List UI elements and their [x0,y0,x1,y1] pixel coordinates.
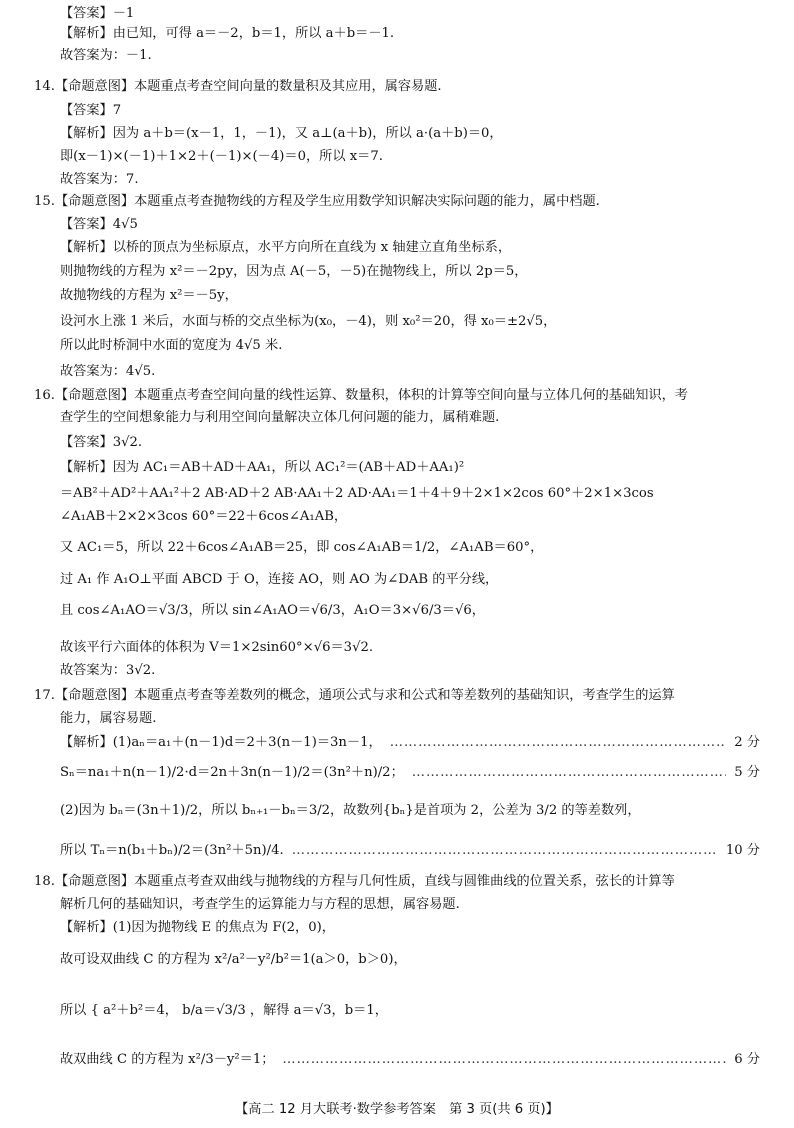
q15-solution-cont: 故抛物线的方程为 x²＝－5y， [60,288,238,303]
final-answer-line: 故答案为：－1. [60,48,152,63]
answer-line: 【答案】－1 [60,6,135,21]
q14-answer: 【答案】7 [60,103,122,118]
q17-part1-line [60,733,760,753]
q17-tn-line [60,841,760,861]
q18-intent-cont: 解析几何的基础知识，考查学生的运算能力与方程的思想，属容易题. [60,897,460,912]
q15-solution: 【解析】以桥的顶点为坐标原点，水平方向所在直线为 x 轴建立直角坐标系， [60,240,512,255]
q15-intent: 15.【命题意图】本题重点考查抛物线的方程及学生应用数学知识解决实际问题的能力，属中档题. [34,194,600,209]
score-points: 10 分 [725,843,760,858]
solution-line: 【解析】由已知，可得 a＝－2，b＝1，所以 a＋b＝－1. [60,26,395,41]
q16-solution-cont: 过 A₁ 作 A₁O⊥平面 ABCD 于 O，连接 AO，则 AO 为∠DAB 的平分线， [60,572,499,587]
q16-intent-cont: 查学生的空间想象能力与利用空间向量解决立体几何问题的能力，属稍难题. [60,410,500,425]
q18-hyperbola-text: 故双曲线 C 的方程为 x²/3－y²＝1； [60,1052,275,1067]
q14-solution-cont: 即(x－1)×(－1)＋1×2＋(－1)×(－4)＝0，所以 x＝7. [60,149,383,164]
q15-answer: 【答案】4√5 [60,217,138,232]
q15-final-answer: 故答案为：4√5. [60,364,156,379]
q16-solution-cont: 又 AC₁＝5，所以 22＋6cos∠A₁AB＝25，即 cos∠A₁AB＝1/2，∠A₁AB＝60°， [60,540,544,555]
q17-intent: 17.【命题意图】本题重点考查等差数列的概念，通项公式与求和公式和等差数列的基础知识，考查学生的运算 [34,688,675,703]
score-leader-dots [282,1050,726,1070]
q16-volume: 故该平行六面体的体积为 V＝1×2sin60°×√6＝3√2. [60,640,374,655]
q18-intent: 18.【命题意图】本题重点考查双曲线与抛物线的方程与几何性质，直线与圆锥曲线的位置关系，弦长的计算等 [34,874,675,889]
score-points: 2 分 [734,735,760,750]
q17-intent-cont: 能力，属容易题. [60,711,157,726]
q18-solution-cont: 故可设双曲线 C 的方程为 x²/a²－y²/b²＝1(a＞0，b＞0)， [60,952,407,967]
score-leader-dots [390,733,727,753]
q17-sum-text: Sₙ＝na₁＋n(n－1)/2·d＝2n＋3n(n－1)/2＝(3n²＋n)/2； [60,765,404,780]
score-leader-dots [292,841,718,861]
score-points: 5 分 [734,765,760,780]
q16-solution-cont: ＝AB²＋AD²＋AA₁²＋2 AB·AD＋2 AB·AA₁＋2 AD·AA₁＝1＋4＋9＋2×1×2cos 60°＋2×1×3cos [60,486,654,501]
q15-solution-cont: 则抛物线的方程为 x²＝－2py，因为点 A(－5，－5)在抛物线上，所以 2p＝5， [60,264,528,279]
q14-final-answer: 故答案为：7. [60,172,139,187]
q17-sum-line [60,763,760,783]
q17-part1-text: 【解析】(1)aₙ＝a₁＋(n－1)d＝2＋3(n－1)＝3n－1， [60,735,382,750]
q18-system: 所以 { a²＋b²＝4， b/a＝√3/3 ，解得 a＝√3，b＝1， [60,1003,388,1018]
q16-answer: 【答案】3√2. [60,435,143,450]
q14-solution: 【解析】因为 a＋b＝(x－1，1，－1)，又 a⊥(a＋b)，所以 a·(a＋b)＝0， [60,126,503,141]
q18-solution: 【解析】(1)因为抛物线 E 的焦点为 F(2，0)， [60,920,335,935]
q16-intent: 16.【命题意图】本题重点考查空间向量的线性运算、数量积，体积的计算等空间向量与立体几何的基础知识，考 [34,388,688,403]
q17-part2-line: (2)因为 bₙ＝(3n＋1)/2，所以 bₙ₊₁－bₙ＝3/2，故数列{bₙ}是首项为 2，公差为 3/2 的等差数列， [60,803,641,818]
q18-hyperbola-line [60,1050,760,1070]
q16-solution-cont: ∠A₁AB＋2×2×3cos 60°＝22＋6cos∠A₁AB， [60,509,348,524]
q16-solution: 【解析】因为 AC₁＝AB＋AD＋AA₁，所以 AC₁²＝(AB＋AD＋AA₁)² [60,460,465,475]
q15-solution-cont: 设河水上涨 1 米后，水面与桥的交点坐标为(x₀，－4)，则 x₀²＝20，得 x₀＝±2√5， [60,314,557,329]
q14-intent: 14.【命题意图】本题重点考查空间向量的数量积及其应用，属容易题. [34,79,442,94]
q16-final-answer: 故答案为：3√2. [60,663,156,678]
score-leader-dots [412,763,726,783]
q17-tn-text: 所以 Tₙ＝n(b₁＋bₙ)/2＝(3n²＋5n)/4. [60,843,284,858]
score-points: 6 分 [734,1052,760,1067]
q16-solution-cont: 且 cos∠A₁AO＝√3/3，所以 sin∠A₁AO＝√6/3，A₁O＝3×√6/3＝√6， [60,603,485,618]
q15-solution-cont: 所以此时桥洞中水面的宽度为 4√5 米. [60,338,283,353]
page-footer: 【高二 12 月大联考·数学参考答案 第 3 页(共 6 页)】 [235,1102,559,1117]
